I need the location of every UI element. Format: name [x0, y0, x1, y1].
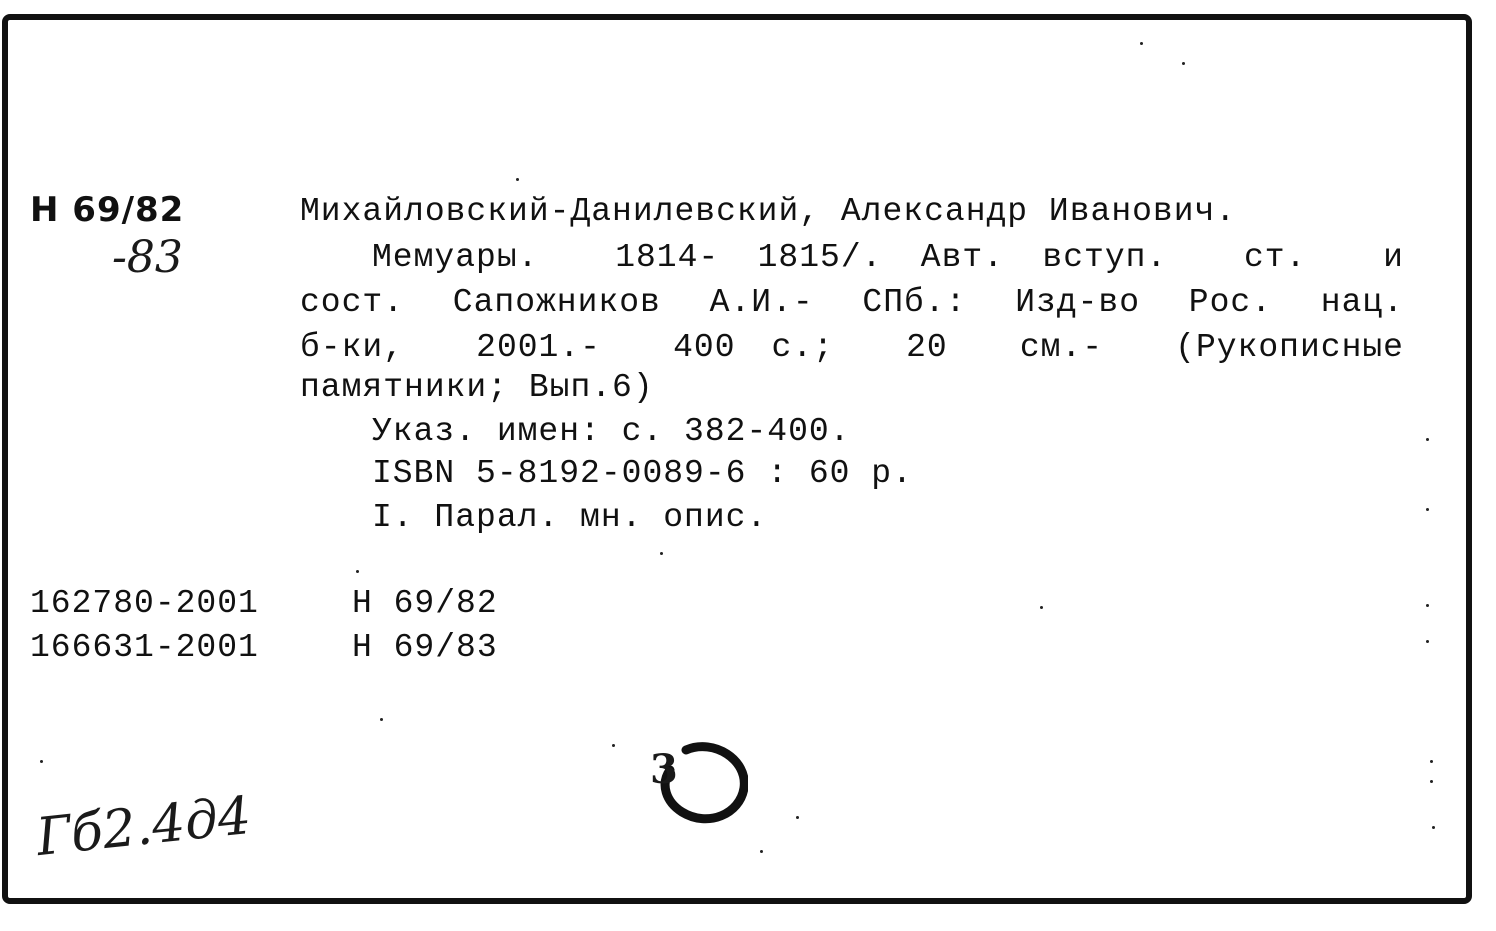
handwritten-classification: Гб2.4д4	[33, 785, 254, 868]
isbn-price: ISBN 5-8192-0089-6 : 60 р.	[372, 455, 913, 492]
circle-stamp	[650, 742, 748, 826]
title-line-1: Мемуары. 1814- 1815/. Авт. вступ. ст. и	[372, 239, 1404, 276]
holding-inventory: 166631-2001	[30, 629, 259, 666]
shelfmark-line-2: -83	[112, 232, 183, 283]
holding-call-number: Н 69/82	[352, 585, 498, 622]
shelfmark-line-1: Н 69/82	[30, 190, 185, 230]
title-line-2: сост. Сапожников А.И.- СПб.: Изд-во Рос. нац.	[300, 284, 1404, 321]
title-line-3: б-ки, 2001.- 400 с.; 20 см.- (Рукописные	[300, 329, 1404, 366]
holding-inventory: 162780-2001	[30, 585, 259, 622]
stamp-number: 3	[650, 746, 678, 793]
holding-call-number: Н 69/83	[352, 629, 498, 666]
index-note: Указ. имен: с. 382-400.	[372, 413, 851, 450]
added-entry: I. Парал. мн. опис.	[372, 499, 768, 536]
title-line-4: памятники; Вып.6)	[300, 369, 654, 406]
author-heading: Михайловский-Данилевский, Александр Иванович.	[300, 193, 1237, 230]
